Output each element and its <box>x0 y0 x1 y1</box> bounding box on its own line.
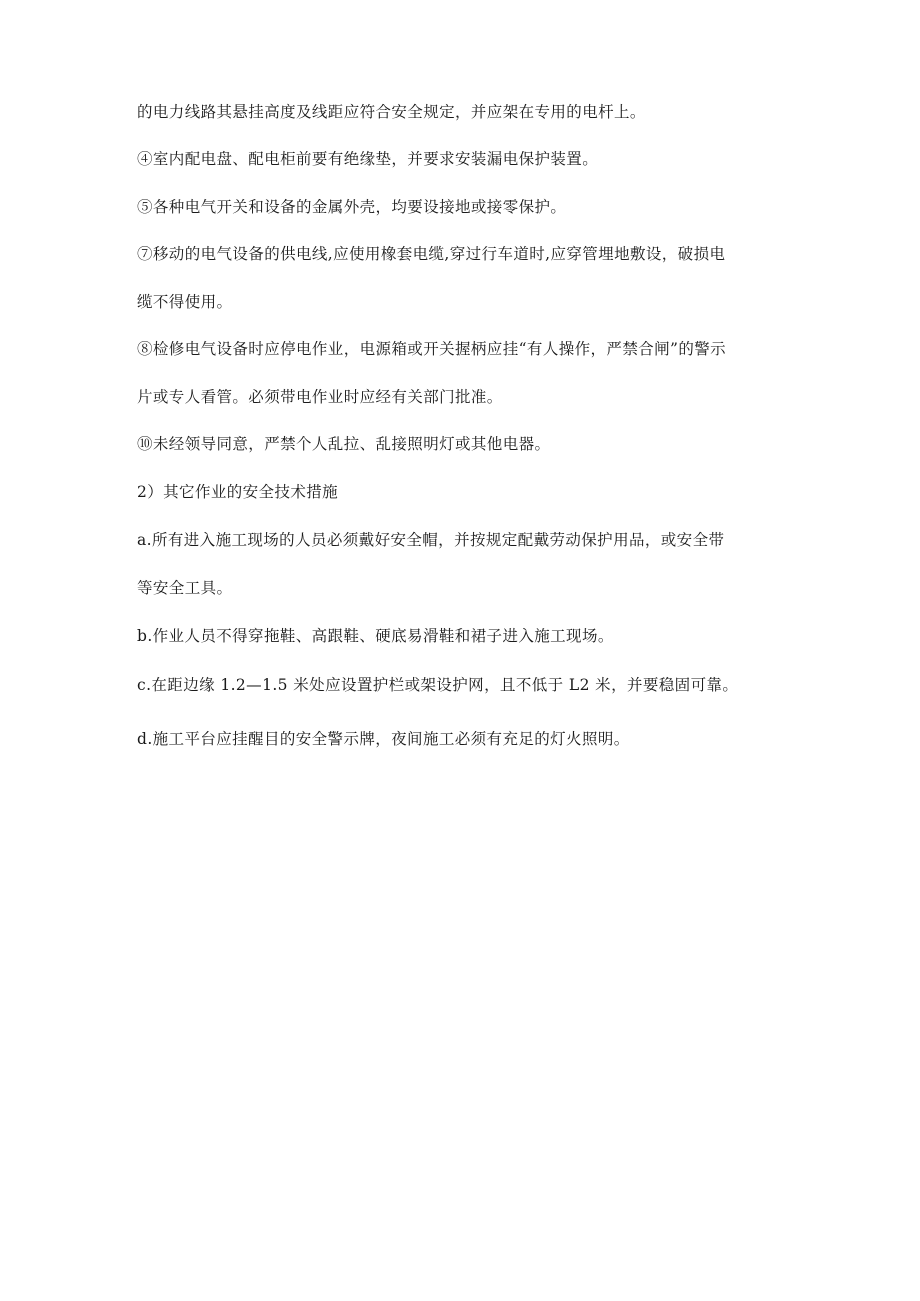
text-line-power-lines: 的电力线路其悬挂高度及线距应符合安全规定，并应架在专用的电杆上。 <box>137 103 646 121</box>
section-heading: 2）其它作业的安全技术措施 <box>137 483 339 501</box>
text-line-item-10: ⑩未经领导同意，严禁个人乱拉、乱接照明灯或其他电器。 <box>137 435 551 453</box>
text-line-item-8-cont: 片或专人看管。必须带电作业时应经有关部门批准。 <box>137 388 503 406</box>
text-line-item-4: ④室内配电盘、配电柜前要有绝缘垫，并要求安装漏电保护装置。 <box>137 150 599 168</box>
text-line-item-5: ⑤各种电气开关和设备的金属外壳，均要设接地或接零保护。 <box>137 198 567 216</box>
text-line-item-b: b.作业人员不得穿拖鞋、高跟鞋、硬底易滑鞋和裙子进入施工现场。 <box>137 627 614 645</box>
text-line-item-8: ⑧检修电气设备时应停电作业，电源箱或开关握柄应挂“有人操作，严禁合闸”的警示 <box>137 340 727 358</box>
text-line-item-7-cont: 缆不得使用。 <box>137 293 233 311</box>
text-line-item-d: d.施工平台应挂醒目的安全警示牌，夜间施工必须有充足的灯火照明。 <box>137 730 630 748</box>
text-line-item-c: c.在距边缘 1.2—1.5 米处应设置护栏或架设护网，且不低于 L2 米，并要稳固可靠。 <box>137 676 739 694</box>
text-line-item-a: a.所有进入施工现场的人员必须戴好安全帽，并按规定配戴劳动保护用品，或安全带 <box>137 531 725 549</box>
text-line-item-7: ⑦移动的电气设备的供电线,应使用橡套电缆,穿过行车道时,应穿管埋地敷设，破损电 <box>137 245 726 263</box>
text-line-item-a-cont: 等安全工具。 <box>137 579 233 597</box>
